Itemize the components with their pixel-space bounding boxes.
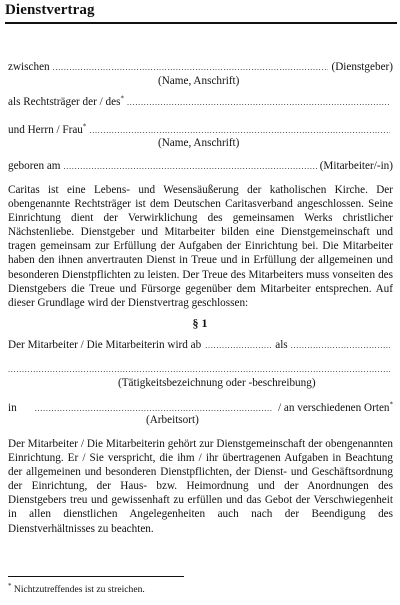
title-rule: [5, 22, 397, 24]
orte-footnote-mark: *: [389, 400, 393, 409]
rechtstraeger-footnote-mark: *: [120, 94, 124, 103]
footnote-rule: [8, 576, 184, 577]
start-date-fill-field[interactable]: [205, 341, 271, 350]
footnote-mark: *: [8, 581, 12, 590]
mitarbeiter-ab-label: Der Mitarbeiter / Die Mitarbeiterin wird ab: [8, 339, 202, 351]
intro-paragraph: Caritas ist eine Lebens- und Wesensäußerung der katholischen Kirche. Der obengenannte Rechtsträger ist dem Deutschen Caritasverband angeschlossen. Seine Einrichtung dient der Verwirklichung des gemeinsamen Werks christlicher Nächstenliebe. Dienstgeber und Mitarbeiter bilden eine Dienstgemeinschaft und tragen gemeinsam zur Erfüllung der Aufgaben der Einrichtung bei. Die Mitarbeiter haben den ihnen anvertrauten Dienst in Treue und in Erfüllung der allgemeinen und besonderen Dienstpflichten zu leisten. Der Treue des Mitarbeiters muss vonseiten des Dienstgebers die Treue und Fürsorge gegenüber dem Mitarbeiter entsprechen. Auf dieser Grundlage wird der Dienstvertrag geschlossen:: [8, 184, 393, 309]
arbeitsort-fill-field[interactable]: [35, 404, 272, 413]
document-title: Dienstvertrag: [5, 2, 95, 18]
zwischen-label: zwischen: [8, 61, 50, 73]
rechtstraeger-label: als Rechtsträger der / des*: [8, 94, 124, 108]
taetigkeit-fill-field[interactable]: [8, 365, 390, 374]
arbeitsort-caption: (Arbeitsort): [146, 414, 199, 426]
body-paragraph: Der Mitarbeiter / Die Mitarbeiterin gehört zur Dienstgemeinschaft der obengenannten Einrichtung. Er / Sie verspricht, die ihm / ihr übertragenen Aufgaben in Beachtung der allgemeinen und besonderen Dienstpflichten, der Dienst- und Geschäftsordnung der Einrichtung, der Haus- bzw. Heimordnung und der Anordnungen des Dienstgebers treu und gewissenhaft zu erfüllen und das Gebot der Verschwiegenheit in allen dienstlichen Angelegenheiten auch nach der Beendigung des Dienstverhältnisses zu beachten.: [8, 438, 393, 535]
name-anschrift-caption-2: (Name, Anschrift): [158, 137, 240, 149]
dienstgeber-label: (Dienstgeber): [331, 61, 393, 73]
als-label: als: [275, 339, 288, 351]
name-anschrift-caption-1: (Name, Anschrift): [158, 75, 240, 87]
position-fill-field[interactable]: [291, 341, 390, 350]
taetigkeit-caption: (Tätigkeitsbezeichnung oder -beschreibung): [118, 377, 316, 389]
mitarbeiter-ab-line: [8, 339, 393, 355]
geboren-fill-field[interactable]: [64, 162, 317, 171]
rechtstraeger-fill-field[interactable]: [127, 98, 390, 107]
arbeitsort-line: [8, 402, 393, 418]
footnote: [8, 581, 145, 595]
footnote-text: Nichtzutreffendes ist zu streichen.: [13, 584, 145, 595]
verschiedene-orte-label: / an verschiedenen Orten*: [277, 400, 393, 414]
rechtstraeger-line: [8, 96, 393, 112]
mitarbeiter-label: (Mitarbeiter/-in): [319, 160, 393, 172]
herrn-frau-footnote-mark: *: [82, 122, 87, 131]
section-heading: § 1: [192, 316, 208, 330]
geboren-label: geboren am: [8, 160, 61, 172]
in-label: in: [8, 402, 17, 414]
geboren-line: [8, 160, 393, 176]
zwischen-fill-field[interactable]: [53, 63, 329, 72]
herrn-frau-fill-field[interactable]: [89, 126, 390, 135]
herrn-frau-label: und Herrn / Frau*: [8, 122, 87, 136]
